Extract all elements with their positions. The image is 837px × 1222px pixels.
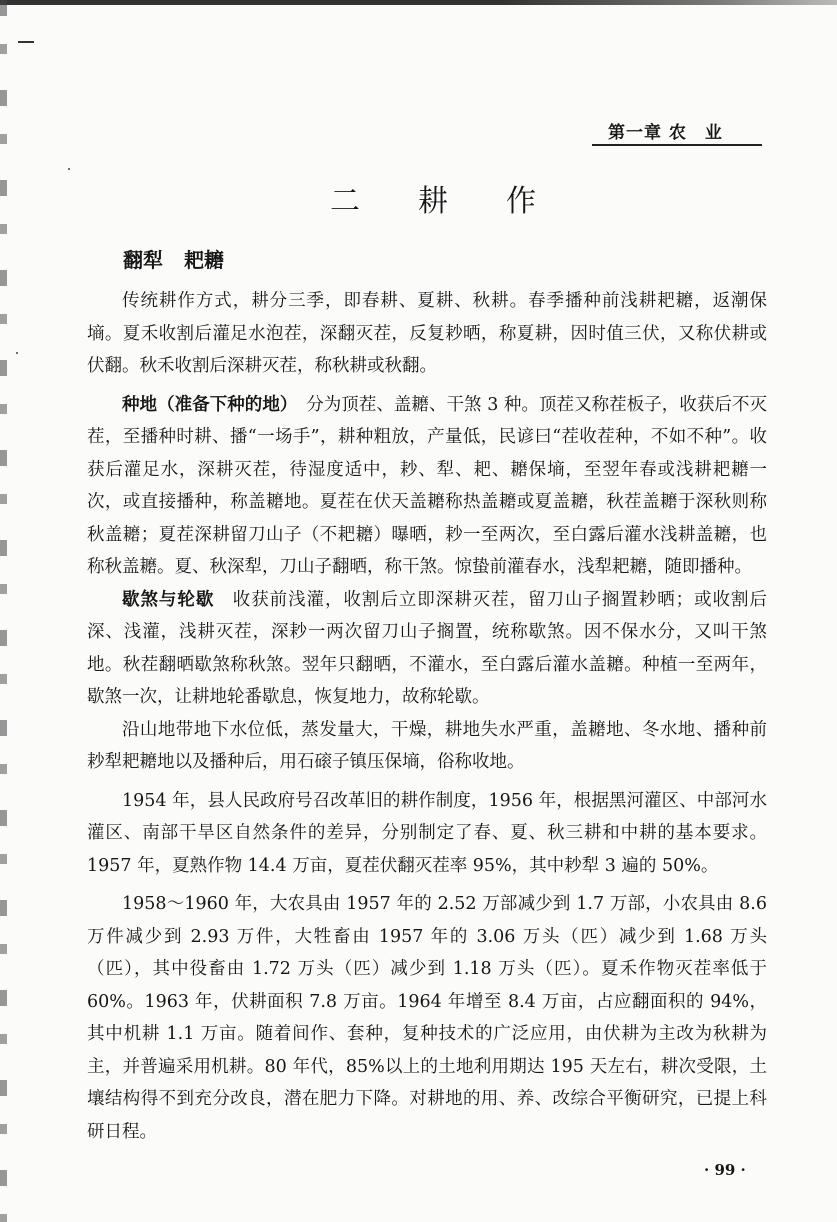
- paragraph-text: 传统耕作方式，耕分三季，即春耕、夏耕、秋耕。春季播种前浅耕耙耱，返潮保墒。夏禾收割后灌足水泡茬，深翻灭茬，反复耖晒，称夏耕，因时值三伏，又称伏耕或伏翻。秋禾收割后深耕灭茬，称秋耕或秋翻。: [87, 291, 767, 376]
- paragraph: [87, 888, 767, 1148]
- scan-top-edge: [0, 0, 837, 5]
- paragraph-lead: 歇煞与轮歇: [122, 589, 215, 610]
- header-rule: [592, 144, 762, 146]
- chapter-header: 第一章 农 业: [608, 123, 723, 143]
- section-title: 二耕作: [330, 184, 594, 219]
- scan-speck: [68, 168, 70, 170]
- paragraph: [87, 785, 767, 883]
- scan-speck: [16, 352, 18, 354]
- paragraph-text: 分为顶茬、盖耱、干煞 3 种。顶茬又称茬板子，收获后不灭茬，至播种时耕、播“一场手”，耕种粗放，产量低，民谚曰“茬收茬种，不如不种”。收获后灌足水，深耕灭茬，待湿度适中，耖、犁、耙、耱保墒，至翌年春或浅耕耙耱一次，或直接播种，称盖耱地。夏茬在伏天盖耱称热盖耱或夏盖耱，秋茬盖耱于深秋则称秋盖耱；夏茬深耕留刀山子（不耙耱）曝晒，耖一至两次，至白露后灌水浅耕盖耱，也称秋盖耱。夏、秋深犁，刀山子翻晒，称干煞。惊蛰前灌春水，浅犁耙耱，随即播种。: [87, 394, 767, 577]
- paragraph-text: 沿山地带地下水位低，蒸发量大，干燥，耕地失水严重，盖耱地、冬水地、播种前耖犁耙耱地以及播种后，用石磙子镇压保墒，俗称收地。: [87, 719, 767, 772]
- scan-left-edge: [0, 0, 7, 1222]
- paragraph-text: 收获前浅灌，收割后立即深耕灭茬，留刀山子搁置耖晒；或收割后深、浅灌，浅耕灭茬，深耖一两次留刀山子搁置，统称歇煞。因不保水分，又叫干煞地。秋茬翻晒歇煞称秋煞。翌年只翻晒，不灌水，至白露后灌水盖耱。种植一至两年，歇煞一次，让耕地轮番歇息，恢复地力，故称轮歇。: [87, 589, 767, 707]
- paragraph-text: 1954 年，县人民政府号召改革旧的耕作制度，1956 年，根据黑河灌区、中部河水灌区、南部干旱区自然条件的差异，分别制定了春、夏、秋三耕和中耕的基本要求。1957 年，夏熟作物 14.4 万亩，夏茬伏翻灭茬率 95%，其中耖犁 3 遍的 50%。: [87, 790, 767, 876]
- paragraph: [87, 285, 767, 383]
- body-text: [87, 285, 767, 1154]
- sub-heading: 翻犁 耙耱: [123, 248, 224, 272]
- paragraph-text: 1958～1960 年，大农具由 1957 年的 2.52 万部减少到 1.7 万部，小农具由 8.6 万件减少到 2.93 万件，大牲畜由 1957 年的 3.06 万头（匹）减少到 1.68 万头（匹），其中役畜由 1.72 万头（匹）减少到 1.18 万头（匹）。夏禾作物灭茬率低于 60%。1963 年，伏耕面积 7.8 万亩。1964 年增至 8.4 万亩，占应翻面积的 94%，其中机耕 1.1 万亩。随着间作、套种，复种技术的广泛应用，由伏耕为主改为秋耕为主，并普遍采用机耕。80 年代，85%以上的土地利用期达 195 天左右，耕次受限，土壤结构得不到充分改良，潜在肥力下降。对耕地的用、养、改综合平衡研究，已提上科研日程。: [87, 894, 767, 1142]
- paragraph: [87, 714, 767, 779]
- paragraph: [87, 389, 767, 584]
- paragraph: [87, 584, 767, 714]
- page-number: · 99 ·: [704, 1161, 746, 1179]
- margin-mark: [18, 41, 34, 43]
- paragraph-lead: 种地（准备下种的地）: [122, 394, 289, 415]
